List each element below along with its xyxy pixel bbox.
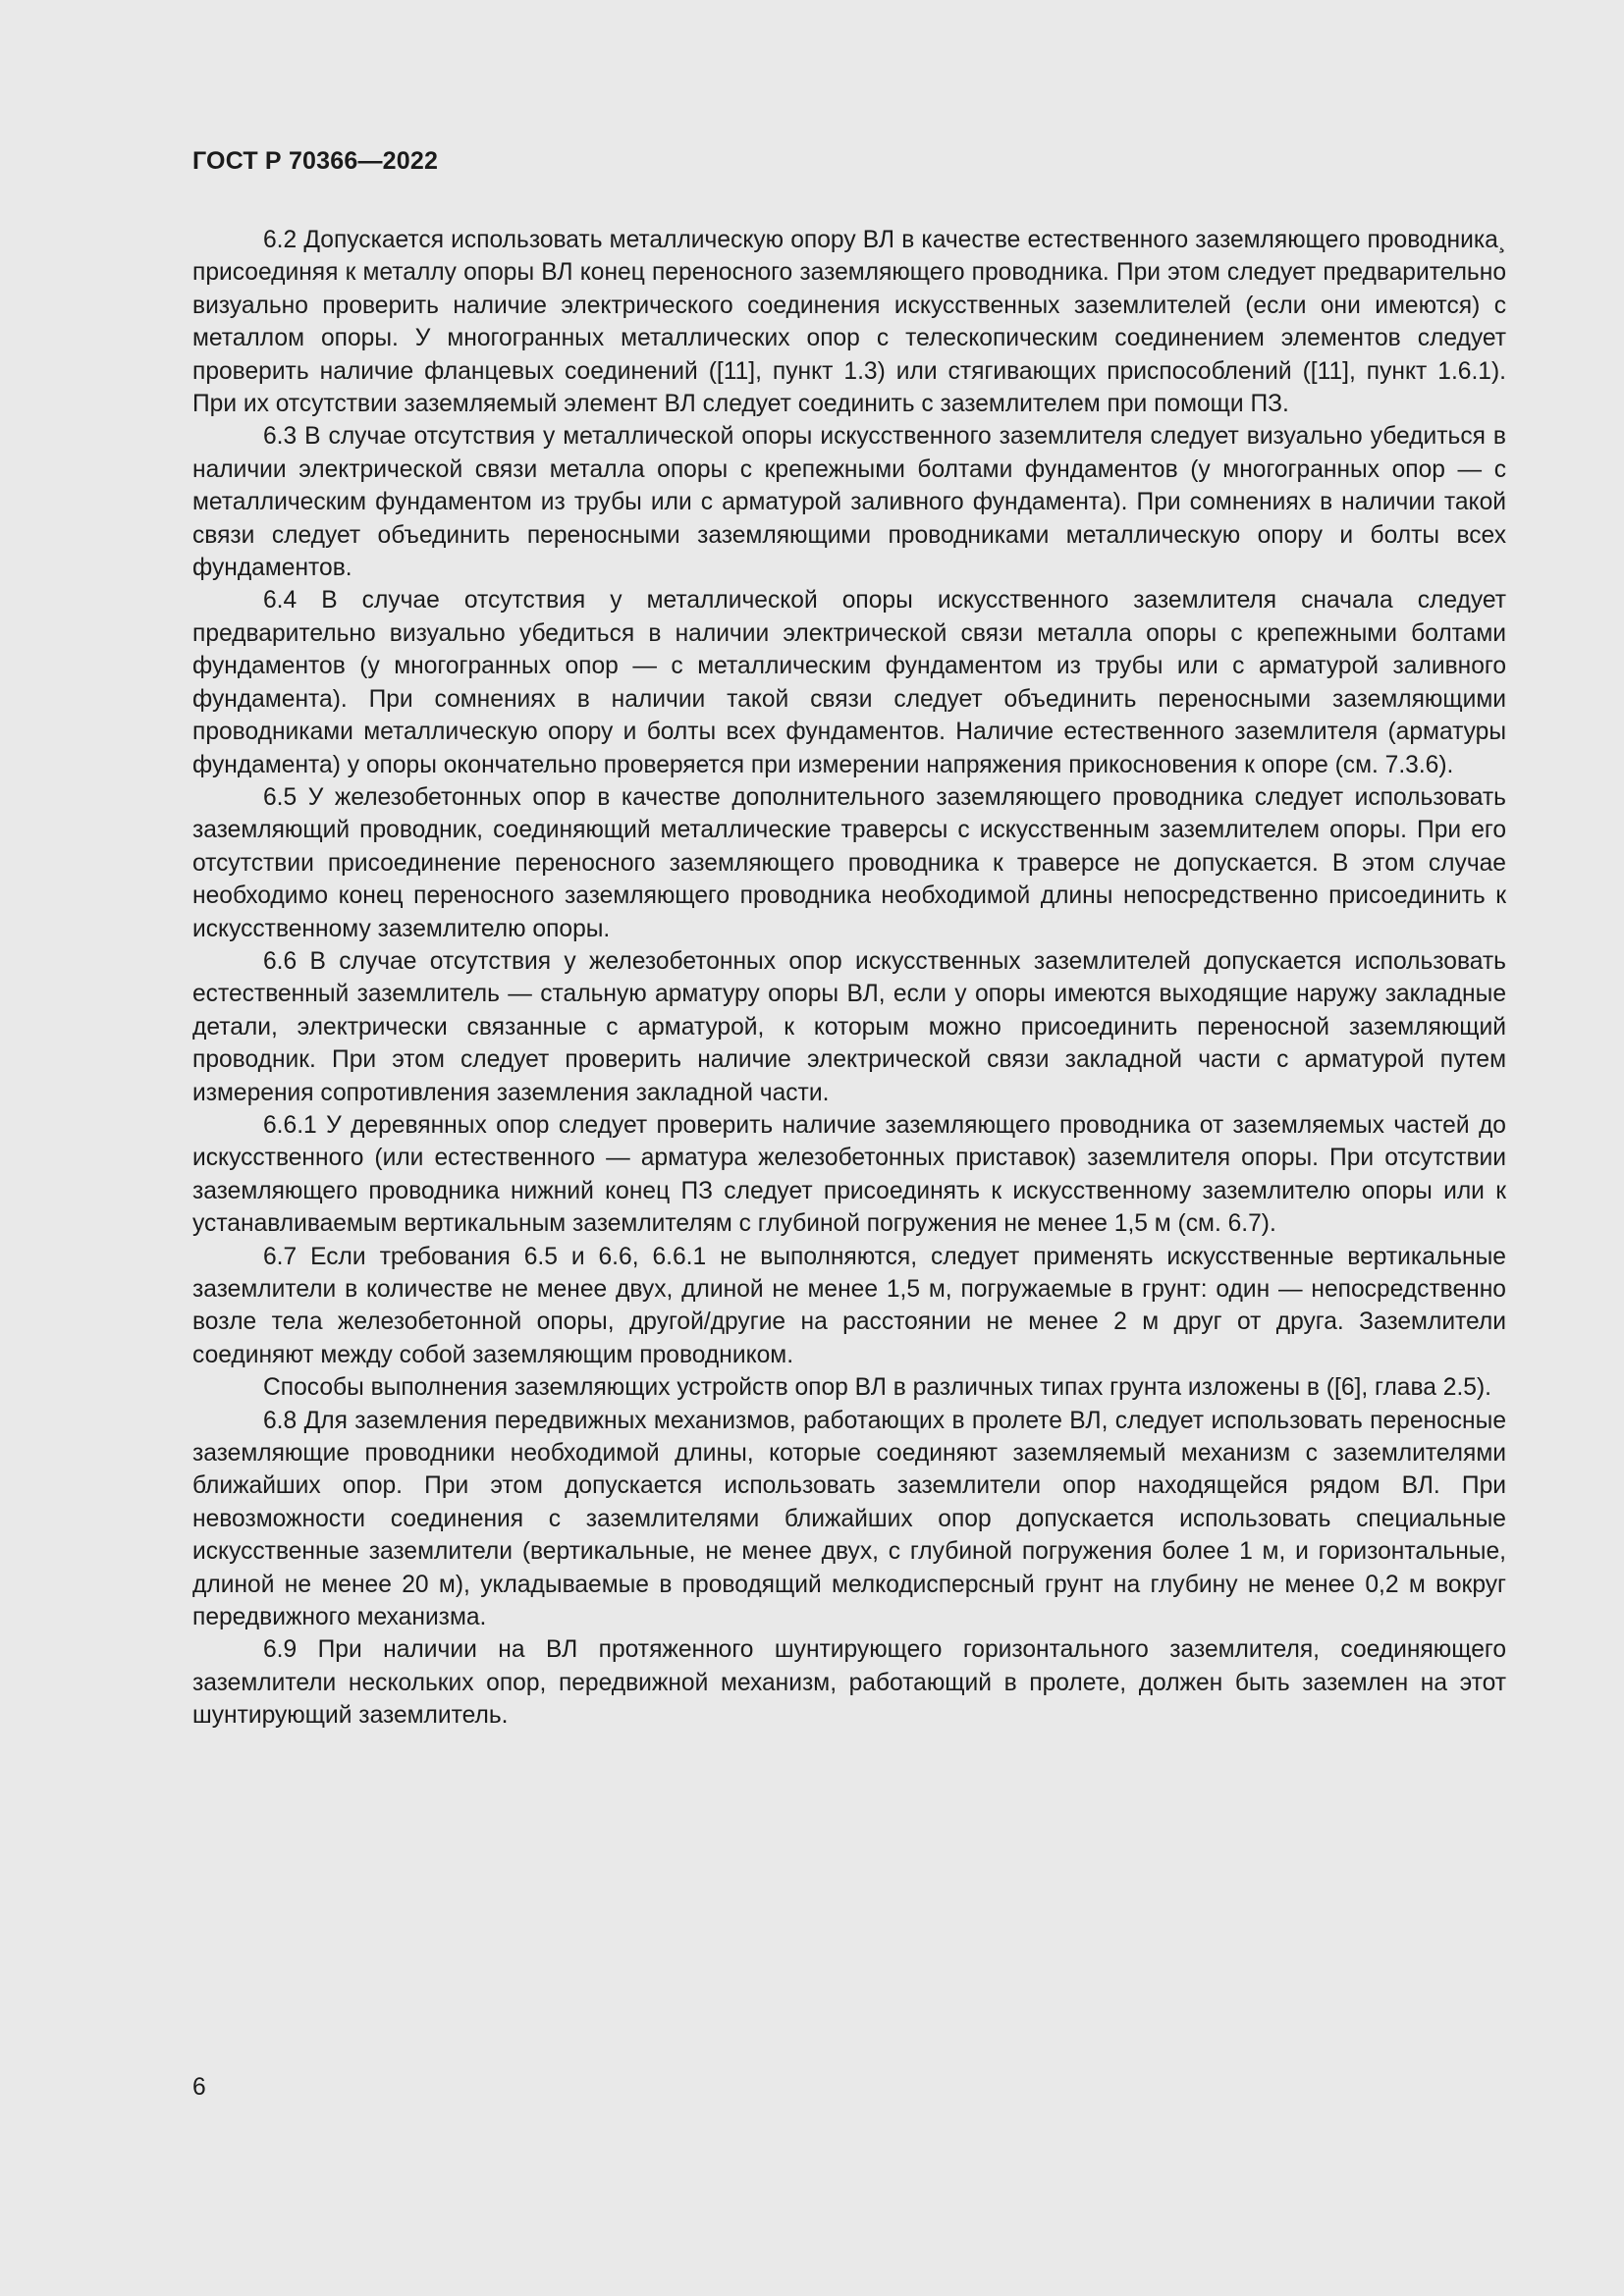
document-header-standard-code: ГОСТ Р 70366—2022 [192,147,439,175]
paragraph-grounding-methods: Способы выполнения заземляющих устройств опор ВЛ в различных типах грунта изложены в ([6], глава 2.5). [263,1374,1491,1402]
paragraph-6-2: 6.2 Допускается использовать металлическую опору ВЛ в качестве естественного заземляющего проводника¸ присоединяя к металлу опоры ВЛ конец переносного заземляющего проводника. При этом следует предварительно визуально проверить наличие электрического соединения искусственных заземлителей (если они имеются) с металлом опоры. У многогранных металлических опор с телескопическим соединением элементов следует проверить наличие фланцевых соединений ([11], пункт 1.3) или стягивающих приспособлений ([11], пункт 1.6.1). При их отсутствии заземляемый элемент ВЛ следует соединить с заземлителем при помощи ПЗ. [192,227,1506,418]
paragraph-6-3: 6.3 В случае отсутствия у металлической опоры искусственного заземлителя следует визуально убедиться в наличии электрической связи металла опоры с крепежными болтами фундаментов (у многогранных опор — с металлическим фундаментом из трубы или с арматурой заливного фундамента). При сомнениях в наличии такой связи следует объединить переносными заземляющими проводниками металлическую опору и болты всех фундаментов. [192,423,1506,582]
paragraph-6-6-1: 6.6.1 У деревянных опор следует проверить наличие заземляющего проводника от заземляемых частей до искусственного (или естественного — арматура железобетонных приставок) заземлителя опоры. При отсутствии заземляющего проводника нижний конец ПЗ следует присоединять к искусственному заземлителю опоры или к устанавливаемым вертикальным заземлителям с глубиной погружения не менее 1,5 м (см. 6.7). [192,1111,1506,1238]
page-number: 6 [192,2074,206,2101]
document-body [192,224,1506,1733]
paragraph-6-8: 6.8 Для заземления передвижных механизмов, работающих в пролете ВЛ, следует использовать переносные заземляющие проводники необходимой длины, которые соединяют заземляемый механизм с заземлителями ближайших опор. При этом допускается использовать заземлители опор находящейся рядом ВЛ. При невозможности соединения с заземлителями ближайших опор допускается использовать специальные искусственные заземлители (вертикальные, не менее двух, с глубиной погружения более 1 м, и горизонтальные, длиной не менее 20 м), укладываемые в проводящий мелкодисперсный грунт на глубину не менее 0,2 м вокруг передвижного механизма. [192,1407,1506,1631]
paragraph-6-7: 6.7 Если требования 6.5 и 6.6, 6.6.1 не выполняются, следует применять искусственные вертикальные заземлители в количестве не менее двух, длиной не менее 1,5 м, погружаемые в грунт: один — непосредственно возле тела железобетонной опоры, другой/другие на расстоянии не менее 2 м друг от друга. Заземлители соединяют между собой заземляющим проводником. [192,1243,1506,1368]
paragraph-6-4: 6.4 В случае отсутствия у металлической опоры искусственного заземлителя сначала следует предварительно визуально убедиться в наличии электрической связи металла опоры с крепежными болтами фундаментов (у многогранных опор — с металлическим фундаментом из трубы или с арматурой заливного фундамента). При сомнениях в наличии такой связи следует объединить переносными заземляющими проводниками металлическую опору и болты всех фундаментов. Наличие естественного заземлителя (арматуры фундамента) у опоры окончательно проверяется при измерении напряжения прикосновения к опоре (см. 7.3.6). [192,587,1506,778]
paragraph-6-6: 6.6 В случае отсутствия у железобетонных опор искусственных заземлителей допускается использовать естественный заземлитель — стальную арматуру опоры ВЛ, если у опоры имеются выходящие наружу закладные детали, электрически связанные с арматурой, к которым можно присоединить переносной заземляющий проводник. При этом следует проверить наличие электрической связи закладной части с арматурой путем измерения сопротивления заземления закладной части. [192,947,1506,1106]
paragraph-6-9: 6.9 При наличии на ВЛ протяженного шунтирующего горизонтального заземлителя, соединяющего заземлители нескольких опор, передвижной механизм, работающий в пролете, должен быть заземлен на этот шунтирующий заземлитель. [192,1636,1506,1730]
paragraph-6-5: 6.5 У железобетонных опор в качестве дополнительного заземляющего проводника следует использовать заземляющий проводник, соединяющий металлические траверсы с искусственным заземлителем опоры. При его отсутствии присоединение переносного заземляющего проводника к траверсе не допускается. В этом случае необходимо конец переносного заземляющего проводника необходимой длины непосредственно присоединить к искусственному заземлителю опоры. [192,783,1506,942]
